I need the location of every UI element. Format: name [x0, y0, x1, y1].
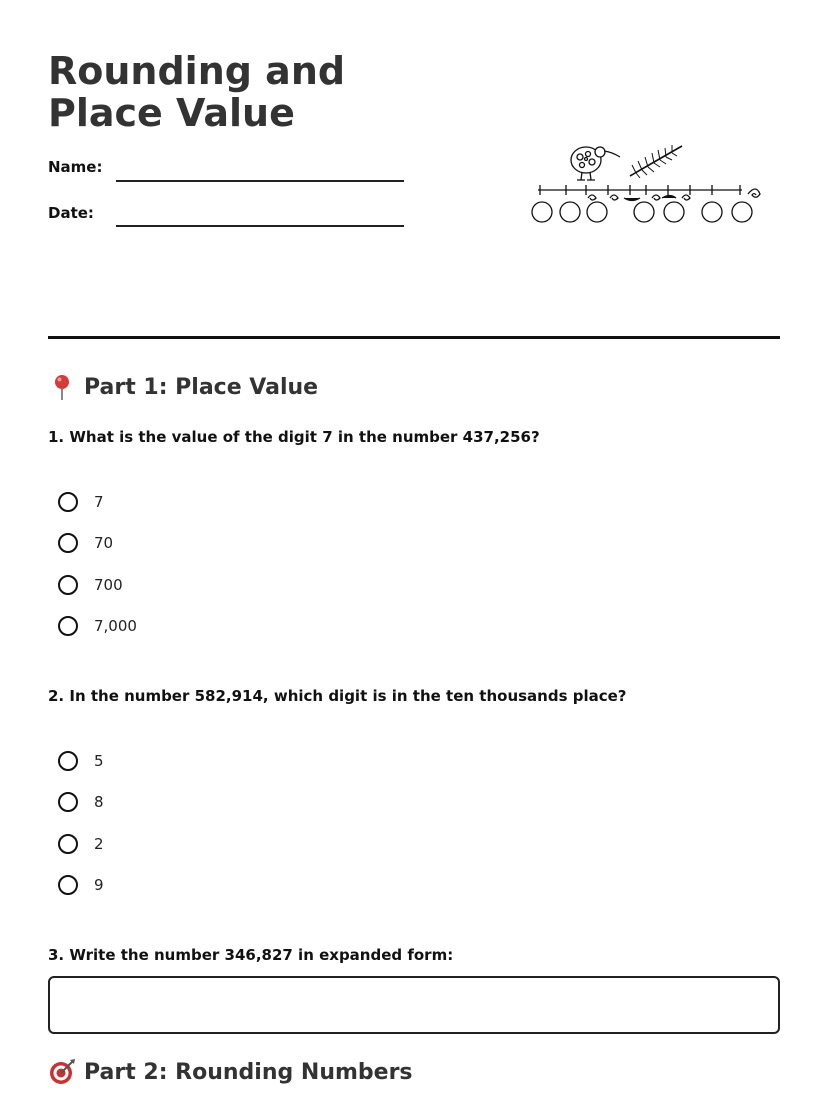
q2-option-3[interactable]	[58, 834, 104, 854]
date-field[interactable]	[116, 225, 404, 227]
target-dart-icon	[48, 1058, 76, 1086]
option-label: 7,000	[94, 617, 137, 635]
option-label: 7	[94, 493, 104, 511]
silver-fern-icon	[630, 145, 682, 178]
question-3-text: 3. Write the number 346,827 in expanded form:	[48, 946, 454, 964]
pin-icon	[48, 373, 76, 401]
part1-title: Part 1: Place Value	[84, 374, 319, 400]
q1-option-2[interactable]	[58, 533, 113, 553]
option-label: 2	[94, 835, 104, 853]
name-label: Name:	[48, 158, 103, 176]
q2-option-1[interactable]	[58, 751, 104, 771]
radio-button[interactable]	[58, 492, 78, 512]
option-label: 8	[94, 793, 104, 811]
radio-button[interactable]	[58, 834, 78, 854]
radio-button[interactable]	[58, 575, 78, 595]
q2-option-4[interactable]	[58, 875, 104, 895]
part2-heading	[48, 1058, 413, 1086]
q2-option-2[interactable]	[58, 792, 104, 812]
part2-title: Part 2: Rounding Numbers	[84, 1059, 413, 1085]
option-label: 9	[94, 876, 104, 894]
part1-heading	[48, 373, 318, 401]
radio-button[interactable]	[58, 875, 78, 895]
date-label: Date:	[48, 204, 94, 222]
q1-option-4[interactable]	[58, 616, 137, 636]
option-label: 700	[94, 576, 123, 594]
header-divider	[48, 336, 780, 339]
radio-button[interactable]	[58, 616, 78, 636]
question-1-text: 1. What is the value of the digit 7 in the number 437,256?	[48, 428, 540, 446]
radio-button[interactable]	[58, 533, 78, 553]
radio-button[interactable]	[58, 792, 78, 812]
kiwi-fern-number-line-illustration	[526, 140, 766, 230]
name-field[interactable]	[116, 180, 404, 182]
page-title: Rounding and Place Value	[48, 49, 346, 135]
q1-option-3[interactable]	[58, 575, 123, 595]
q1-option-1[interactable]	[58, 492, 104, 512]
radio-button[interactable]	[58, 751, 78, 771]
number-line-icon	[532, 185, 760, 222]
question-2-text: 2. In the number 582,914, which digit is in the ten thousands place?	[48, 687, 627, 705]
kiwi-bird-icon	[571, 147, 620, 180]
option-label: 5	[94, 752, 104, 770]
option-label: 70	[94, 534, 114, 552]
expanded-form-answer-box[interactable]	[48, 976, 780, 1034]
